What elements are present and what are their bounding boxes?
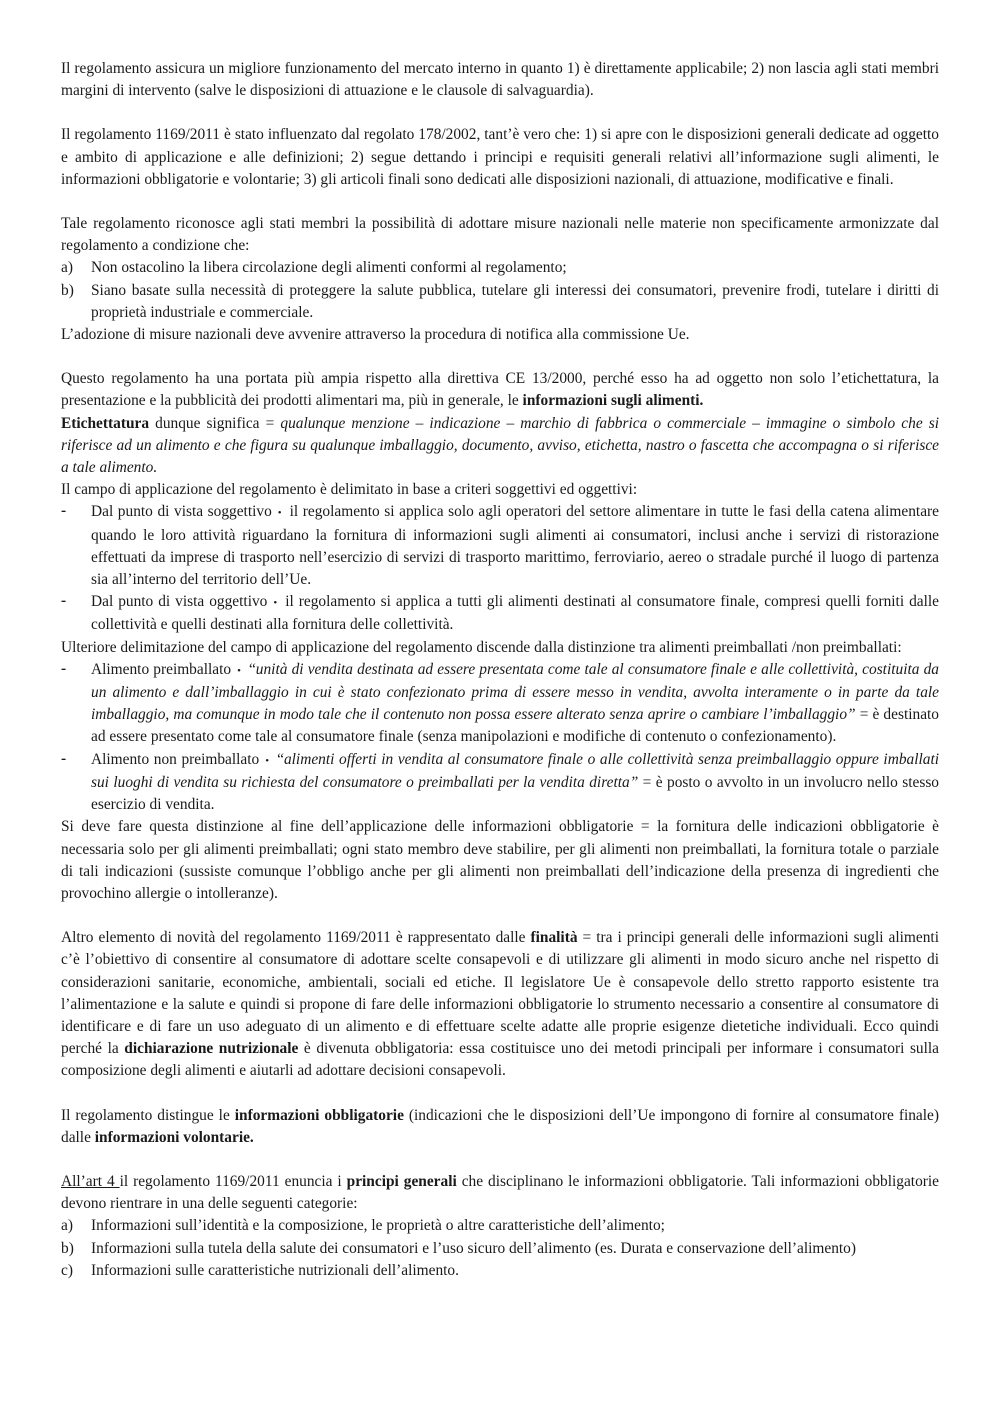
list-marker: a): [61, 1217, 73, 1235]
list-marker: -: [61, 749, 67, 767]
paragraph: [61, 1171, 939, 1215]
paragraph-text: = tra i principi generali delle informazioni sugli alimenti c’è l’obiettivo di consentire al consumatore di adottare scelte consapevoli e di utilizzare gli alimenti in modo sicuro anche nel rispetto di considerazioni sanitarie, economiche, ambientali, sociali ed etiche. Il legislatore Ue è consapevole dello stretto rapporto esistente tra l’alimentazione e la salute e quindi si propone di fare delle informazioni obbligatorie lo strumento necessario a consentire al consumatore di identificare e di fare un uso adeguato di un alimento e di effettuare scelte adatte alle proprie esigenze dietetiche individuali. Ecco quindi perché la: [61, 929, 939, 1058]
paragraph: Tale regolamento riconosce agli stati membri la possibilità di adottare misure nazionali nelle materie non specificamente armonizzate dal regolamento a condizione che:: [61, 215, 939, 255]
list-item: [61, 659, 939, 749]
quote-mark: “: [277, 750, 284, 768]
list-marker: a): [61, 259, 73, 277]
paragraph: [61, 413, 939, 480]
list-item: [61, 749, 939, 817]
list-item-text: Informazioni sulle caratteristiche nutrizionali dell’alimento.: [91, 1261, 459, 1279]
list-marker: -: [61, 659, 67, 677]
list-item-text: = è destinato ad essere presentato come tale al consumatore finale (senza manipolazioni e modifiche di contenuto o confezionamento).: [91, 706, 939, 746]
list-item: [61, 257, 939, 279]
paragraph-text: (indicazioni che le disposizioni dell’Ue impongono di fornire al consumatore finale) dalle: [61, 1106, 939, 1146]
bold-term: informazioni obbligatorie: [234, 1106, 404, 1124]
list-marker: b): [61, 281, 74, 299]
italic-definition: qualunque menzione – indicazione – marchio di fabbrica o commerciale – immagine o simbolo che si riferisce ad un alimento e che figura su qualunque imballaggio, documento, avviso, etichetta, nastro o fascetta che accompagna o si riferisce a tale alimento.: [61, 414, 939, 477]
bold-term: Etichettatura: [61, 414, 150, 432]
document-page: [61, 58, 939, 1282]
paragraph: Il regolamento assicura un migliore funzionamento del mercato interno in quanto 1) è direttamente applicabile; 2) non lascia agli stati membri margini di intervento (salve le disposizioni di attuazione e le clausole di salvaguardia).: [61, 60, 939, 100]
list-item: [61, 501, 939, 591]
list-item-text: Non ostacolino la libera circolazione degli alimenti conformi al regolamento;: [91, 259, 567, 277]
paragraph: [61, 1105, 939, 1149]
bold-term: informazioni volontarie.: [94, 1128, 254, 1146]
paragraph: [61, 368, 939, 412]
paragraph-text: Il regolamento distingue le: [61, 1106, 235, 1124]
list-marker: -: [61, 502, 67, 520]
bold-term: principi generali: [346, 1172, 457, 1190]
paragraph-text: dunque significa =: [149, 414, 281, 432]
list-item-text: Informazioni sull’identità e la composizione, le proprietà o altre caratteristiche dell’alimento;: [91, 1217, 665, 1235]
list-item-lead: Dal punto di vista oggettivo: [91, 593, 268, 611]
list-item-text: Siano basate sulla necessità di proteggere la salute pubblica, tutelare gli interessi dei consumatori, prevenire frodi, tutelare i diritti di proprietà industriale e commerciale.: [91, 281, 939, 321]
list-marker: -: [61, 592, 67, 610]
paragraph-text: il regolamento 1169/2011 enuncia i: [119, 1172, 347, 1190]
bold-term: finalità: [530, 929, 578, 947]
paragraph: Il regolamento 1169/2011 è stato influenzato dal regolato 178/2002, tant’è vero che: 1) si apre con le disposizioni generali dedicate ad oggetto e ambito di applicazione e alle definizioni; 2) segue dettando i principi e requisiti generali relativi all’informazione sugli alimenti, le informazioni obbligatorie e volontarie; 3) gli articoli finali sono dedicati alle disposizioni nazionali, di attuazione, modificative e finali.: [61, 126, 939, 188]
bold-term: dichiarazione nutrizionale: [124, 1040, 299, 1058]
paragraph-text: che disciplinano le informazioni obbligatorie. Tali informazioni obbligatorie devono rientrare in una delle seguenti categorie:: [61, 1172, 939, 1213]
list-item-text: Informazioni sulla tutela della salute dei consumatori e l’uso sicuro dell’alimento (es. Durata e conservazione dell’alimento): [91, 1239, 856, 1257]
paragraph: [61, 927, 939, 1082]
list-item: [61, 1215, 939, 1237]
list-item: [61, 280, 939, 324]
list-item-lead: Dal punto di vista soggettivo: [91, 503, 272, 521]
italic-definition: unità di vendita destinata ad essere presentata come tale al consumatore finale e alle collettività, costituita da un alimento e dall’imballaggio in cui è stato confezionato prima di essere messo in vendita, avvolta interamente o in parte da tale imballaggio, ma comunque in modo tale che il contenuto non possa essere alterato senza aprire o cambiare l’imballaggio”: [91, 660, 939, 724]
paragraph: Si deve fare questa distinzione al fine dell’applicazione delle informazioni obbligatorie = la fornitura delle indicazioni obbligatorie è necessaria solo per gli alimenti preimballati; ogni stato membro deve stabilire, per gli alimenti non preimballati, la fornitura totale o parziale di tali indicazioni (sussiste comunque l’obbligo anche per gli alimenti non preimballati dell’indicazione della presenza di ingredienti che provochino allergie o intolleranze).: [61, 818, 939, 902]
paragraph: Il campo di applicazione del regolamento è delimitato in base a criteri soggettivi ed oggettivi:: [61, 481, 638, 499]
list-item-lead: Alimento preimballato: [91, 660, 232, 678]
bullet-separator: •: [265, 754, 270, 767]
list-item-text: = è posto o avvolto in un involucro nello stesso esercizio di vendita.: [91, 773, 940, 814]
list-marker: b): [61, 1239, 74, 1257]
underlined-reference: All’art 4: [61, 1172, 120, 1190]
list-item: [61, 1260, 939, 1282]
list-item: [61, 1238, 939, 1260]
list-item: [61, 591, 939, 636]
list-marker: c): [61, 1261, 73, 1279]
paragraph-text: Altro elemento di novità del regolamento 1169/2011 è rappresentato dalle: [61, 929, 531, 947]
list-item-lead: Alimento non preimballato: [91, 750, 260, 768]
bullet-separator: •: [273, 597, 278, 610]
paragraph-text: Questo regolamento ha una portata più ampia rispetto alla direttiva CE 13/2000, perché esso ha ad oggetto non solo l’etichettatura, la presentazione e la pubblicità dei prodotti alimentari ma, più in generale, le: [61, 370, 939, 410]
list-item-text: il regolamento si applica solo agli operatori del settore alimentare in tutte le fasi della catena alimentare quando le loro attività riguardano la fornitura di informazioni sugli alimenti ai consumatori, inclusi anche i servizi di ristorazione effettuati da imprese di trasporto nell’esercizio di servizi di trasporto marittimo, ferroviario, aereo o stradale purché il luogo di partenza sia all’interno del territorio dell’Ue.: [91, 503, 939, 589]
quote-mark: “: [248, 660, 256, 678]
list-item-text: il regolamento si applica a tutti gli alimenti destinati al consumatore finale, compresi quelli forniti dalle collettività e quelli destinati alla fornitura delle collettività.: [91, 593, 939, 634]
bold-term: informazioni sugli alimenti.: [522, 392, 704, 410]
paragraph-text: è divenuta obbligatoria: essa costituisce uno dei metodi principali per informare i consumatori sulla composizione degli alimenti e aiutarli ad adottare decisioni consapevoli.: [61, 1040, 940, 1080]
paragraph: Ulteriore delimitazione del campo di applicazione del regolamento discende dalla distinzione tra alimenti preimballati /non preimballati:: [61, 638, 902, 656]
italic-definition: alimenti offerti in vendita al consumatore finale o alle collettività senza preimballaggio oppure imballati sui luoghi di vendita su richiesta del consumatore o preimballati per la vendita diretta”: [91, 750, 940, 791]
bullet-separator: •: [277, 507, 282, 520]
paragraph: L’adozione di misure nazionali deve avvenire attraverso la procedura di notifica alla commissione Ue.: [61, 326, 690, 344]
bullet-separator: •: [237, 664, 241, 677]
